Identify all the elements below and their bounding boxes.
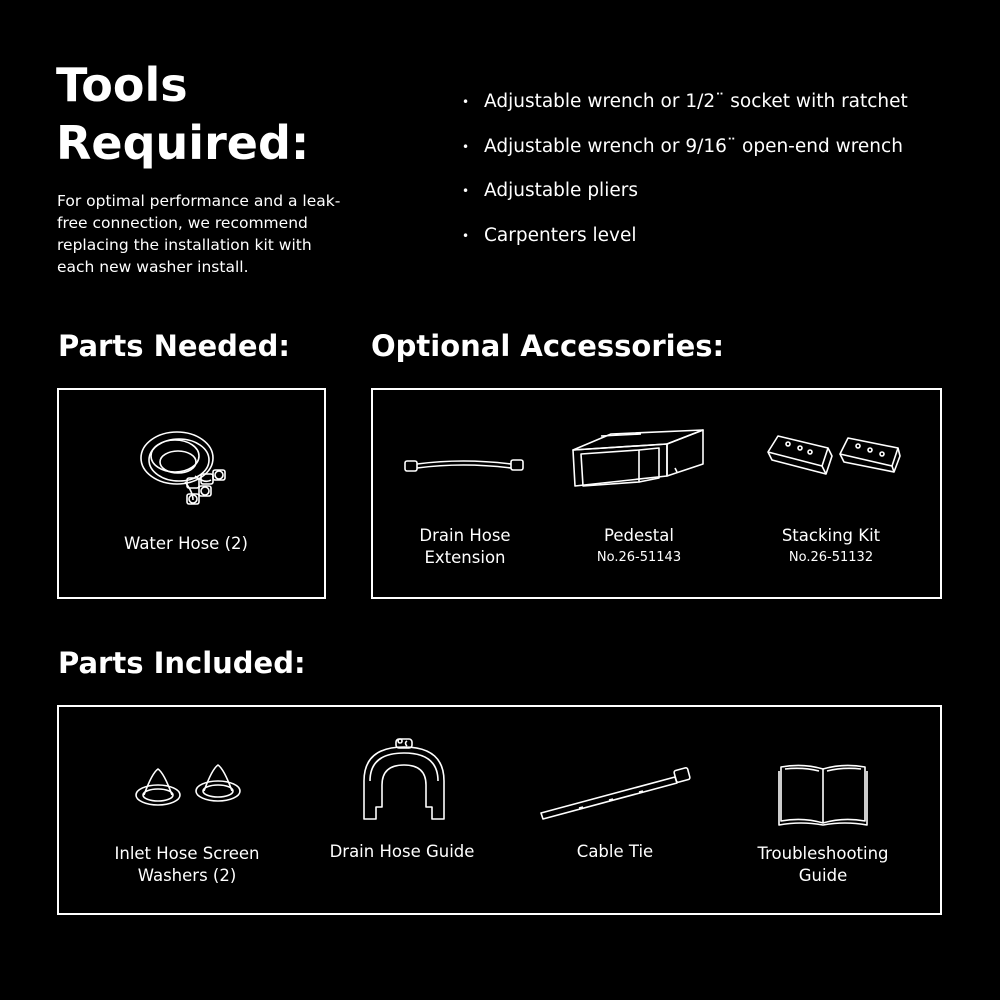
screen-washer-label-line2: Washers (2)	[137, 866, 237, 885]
tools-title	[56, 56, 396, 172]
drain-hose-guide-icon	[360, 737, 448, 821]
bullet: •	[462, 184, 470, 198]
parts-included-box	[57, 705, 942, 915]
water-hose-icon	[135, 420, 235, 515]
bullet: •	[462, 95, 470, 109]
intro-line: For optimal performance and a leak-	[57, 192, 341, 210]
bullet: •	[462, 228, 470, 243]
tools-list	[462, 91, 908, 269]
cable-tie-icon	[539, 763, 695, 821]
bullet: •	[462, 139, 470, 154]
screen-washer-icon	[134, 763, 244, 809]
tool-item-label: Adjustable wrench or 1/2¨ socket with ratchet	[484, 91, 908, 112]
tools-title-line1: Tools	[56, 58, 188, 112]
screen-washer-label-line1: Inlet Hose Screen	[114, 844, 260, 863]
tool-item	[462, 91, 908, 136]
pedestal-icon	[571, 428, 707, 492]
book-icon	[777, 761, 869, 827]
optional-accessories-heading: Optional Accessories:	[371, 329, 725, 363]
parts-included-heading: Parts Included:	[58, 646, 306, 680]
intro-line: each new washer install.	[57, 258, 249, 276]
water-hose-label: Water Hose (2)	[124, 534, 248, 553]
pedestal-label: Pedestal	[604, 526, 674, 545]
stacking-kit-icon	[766, 430, 902, 480]
drain-hose-extension-label-line1: Drain Hose	[419, 526, 511, 545]
tool-item-label: Carpenters level	[484, 224, 637, 246]
drain-hose-extension-label	[419, 525, 510, 569]
intro-line: replacing the installation kit with	[57, 236, 312, 254]
troubleshooting-guide-label-line1: Troubleshooting	[757, 844, 889, 863]
optional-accessories-box	[371, 388, 942, 599]
intro-line: free connection, we recommend	[57, 214, 308, 232]
screen-washer-label	[115, 843, 260, 887]
tool-item	[462, 225, 908, 270]
tool-item	[462, 136, 908, 181]
stacking-kit-part-number: No.26-51132	[788, 550, 874, 565]
cable-tie-label: Cable Tie	[576, 842, 654, 861]
stacking-kit-label: Stacking Kit	[781, 526, 881, 545]
drain-hose-extension-icon	[403, 456, 527, 476]
parts-needed-heading: Parts Needed:	[58, 329, 290, 363]
drain-hose-guide-label: Drain Hose Guide	[329, 842, 475, 861]
parts-needed-box	[57, 388, 326, 599]
tools-title-line2: Required:	[56, 116, 310, 170]
pedestal-part-number: No.26-51143	[596, 550, 682, 565]
troubleshooting-guide-label	[757, 843, 888, 887]
troubleshooting-guide-label-line2: Guide	[798, 866, 848, 885]
tool-item	[462, 180, 908, 225]
tool-item-label: Adjustable pliers	[484, 180, 638, 201]
drain-hose-extension-label-line2: Extension	[424, 548, 506, 567]
tools-intro	[57, 190, 387, 278]
tool-item-label: Adjustable wrench or 9/16¨ open-end wrench	[484, 135, 903, 157]
